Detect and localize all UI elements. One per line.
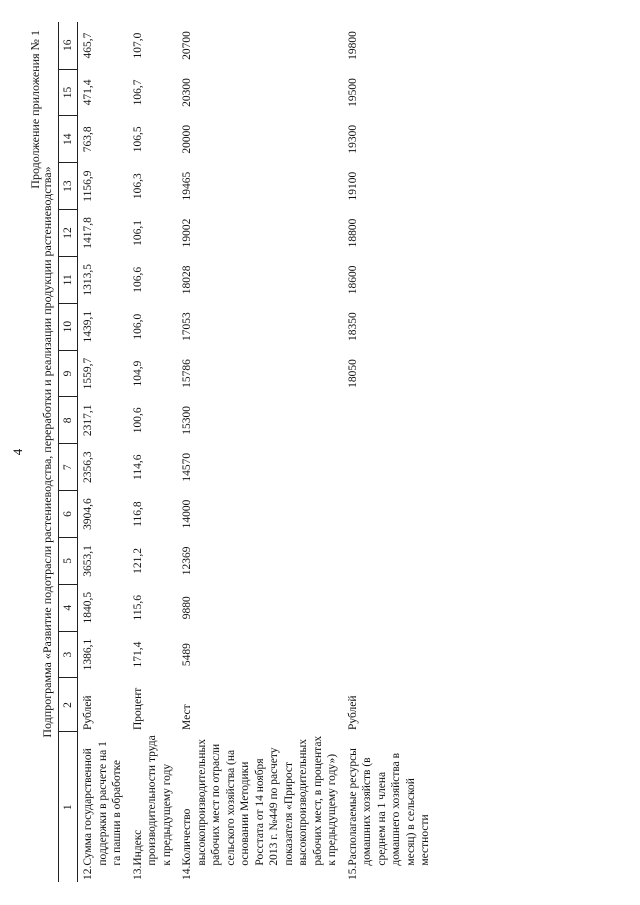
column-header: 11 <box>59 256 78 303</box>
value-cell: 18028 <box>181 265 193 295</box>
value-cell: 1156,9 <box>82 170 94 202</box>
column-header: 16 <box>59 22 78 69</box>
value-cell <box>343 491 436 538</box>
value-cell: 100,6 <box>131 407 144 434</box>
value-cell: 18350 <box>346 312 359 342</box>
indicator-name: Количество высокопроизводительных рабочих мест по отрасли сельского хозяйства (на основании Методики Росстата от 14 ноября 2013 г. №449 по расчету показателя «Прирост высокопроизводительных рабочих мест, в процентах к предыдущему году») <box>181 735 338 866</box>
column-header: 2 <box>59 678 78 732</box>
value-cell: 107,0 <box>131 32 144 59</box>
value-cell: 17053 <box>181 312 193 342</box>
document-page <box>10 22 630 882</box>
row-number: 12. <box>82 865 94 880</box>
value-cell: 19300 <box>346 124 359 154</box>
value-cell: 1313,5 <box>82 264 94 296</box>
value-cell: 9880 <box>181 596 193 620</box>
value-cell: 116,8 <box>131 501 144 527</box>
indicator-cell <box>343 732 436 882</box>
value-cell: 14000 <box>181 499 193 529</box>
value-cell: 18800 <box>346 218 359 248</box>
value-cell: 20000 <box>181 124 193 154</box>
value-cell: 15786 <box>181 359 193 388</box>
indicator-table <box>58 22 436 882</box>
value-cell: 3904,6 <box>82 498 94 530</box>
value-cell: 1417,8 <box>82 217 94 249</box>
value-cell: 106,0 <box>131 313 144 340</box>
unit-cell: Мест <box>181 704 193 730</box>
column-header: 12 <box>59 210 78 257</box>
column-header: 8 <box>59 397 78 444</box>
column-header: 5 <box>59 537 78 584</box>
column-header: 6 <box>59 491 78 538</box>
column-header: 9 <box>59 350 78 397</box>
column-header: 10 <box>59 303 78 350</box>
value-cell: 20700 <box>181 31 193 60</box>
indicator-cell <box>177 732 343 882</box>
indicator-name: Сумма государственной поддержки в расчете на 1 га пашни в обработке <box>82 741 123 866</box>
indicator-cell <box>78 732 128 882</box>
unit-cell: Рублей <box>346 695 359 730</box>
value-cell: 19465 <box>181 171 193 201</box>
table-row <box>128 22 178 882</box>
value-cell <box>343 584 436 631</box>
page-number: 4 <box>10 448 25 456</box>
value-cell: 2356,3 <box>82 451 94 484</box>
value-cell <box>343 397 436 444</box>
row-number: 13. <box>131 865 144 880</box>
column-header-row <box>59 22 78 882</box>
value-cell: 14570 <box>181 452 193 482</box>
value-cell: 1439,1 <box>82 310 94 343</box>
column-header: 3 <box>59 631 78 678</box>
value-cell: 19002 <box>181 218 193 248</box>
column-header: 7 <box>59 444 78 491</box>
value-cell: 106,5 <box>131 126 144 153</box>
value-cell: 15300 <box>181 405 193 435</box>
value-cell: 121,2 <box>131 547 144 574</box>
value-cell: 5489 <box>181 643 193 667</box>
value-cell: 106,6 <box>131 266 144 293</box>
column-header: 1 <box>59 732 78 882</box>
value-cell: 104,9 <box>131 360 144 387</box>
value-cell: 465,7 <box>82 32 94 59</box>
continuation-note: Продолжение приложения № 1 <box>28 30 42 189</box>
value-cell: 106,7 <box>131 79 144 106</box>
value-cell: 115,6 <box>131 595 144 621</box>
value-cell: 19500 <box>346 78 359 107</box>
value-cell: 763,8 <box>82 126 94 153</box>
table-row <box>177 22 343 882</box>
value-cell: 114,6 <box>131 454 144 480</box>
column-header: 4 <box>59 584 78 631</box>
value-cell <box>343 444 436 491</box>
subprogram-title: Подпрограмма «Развитие подотрасли растениеводства, переработки и реализации продукции растениеводства» <box>40 166 54 738</box>
value-cell <box>343 631 436 678</box>
column-header: 14 <box>59 116 78 163</box>
value-cell: 106,3 <box>131 173 144 200</box>
value-cell: 2317,1 <box>82 404 94 437</box>
table-row <box>343 22 436 882</box>
value-cell: 1386,1 <box>82 638 94 671</box>
value-cell: 19100 <box>346 171 359 201</box>
value-cell: 171,4 <box>131 641 144 668</box>
unit-cell: Рублей <box>82 695 94 730</box>
indicator-cell <box>128 732 178 882</box>
value-cell: 1559,7 <box>82 357 94 390</box>
value-cell: 18050 <box>346 359 359 388</box>
table-row <box>78 22 128 882</box>
value-cell: 12369 <box>181 546 193 576</box>
row-number: 15. <box>346 865 359 880</box>
value-cell: 1840,5 <box>82 591 94 624</box>
column-header: 13 <box>59 163 78 210</box>
value-cell: 19800 <box>346 31 359 60</box>
indicator-name: Индекс производительности труда к предыдущему году <box>131 735 173 866</box>
value-cell <box>343 537 436 584</box>
indicator-name: Располагаемые ресурсы домашних хозяйств (в среднем на 1 члена домашнего хозяйства в месяц) в сельской местности <box>346 748 431 866</box>
row-number: 14. <box>181 865 193 880</box>
column-header: 15 <box>59 69 78 116</box>
value-cell: 106,1 <box>131 220 144 246</box>
value-cell: 3653,1 <box>82 545 94 577</box>
value-cell: 18600 <box>346 265 359 295</box>
value-cell: 471,4 <box>82 79 94 106</box>
value-cell: 20300 <box>181 78 193 107</box>
unit-cell: Процент <box>131 687 144 730</box>
